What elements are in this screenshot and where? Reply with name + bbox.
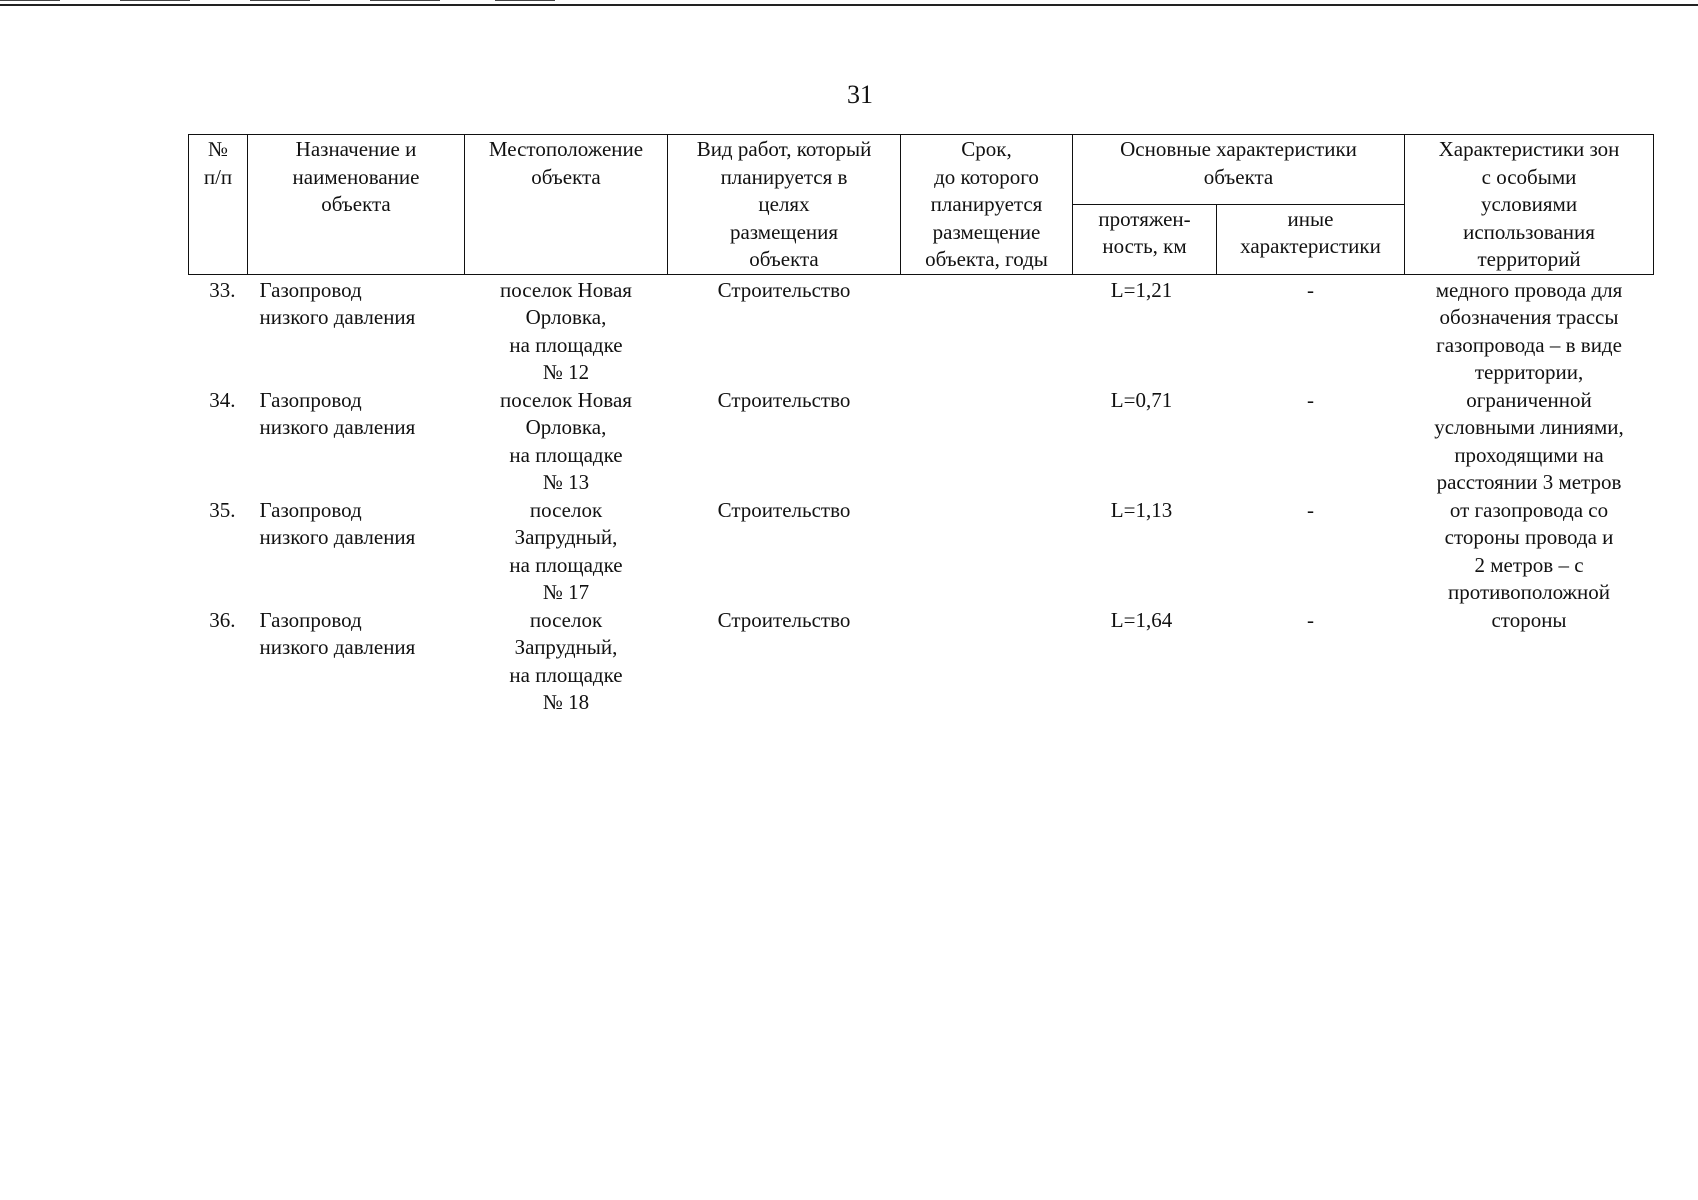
work-type: Строительство — [717, 277, 851, 302]
term — [901, 607, 1073, 717]
objects-table — [188, 134, 1654, 717]
row-number: 34. — [209, 387, 236, 412]
work-type: Строительство — [717, 497, 851, 522]
other-characteristics: - — [1307, 387, 1314, 412]
table-body — [189, 274, 1654, 717]
header-length: протяжен- ность, км — [1073, 204, 1217, 274]
top-border-fragment — [120, 0, 190, 1]
table-row — [189, 274, 1654, 387]
object-location: поселок Запрудный, на площадке № 18 — [509, 607, 623, 714]
page-number: 31 — [847, 80, 873, 109]
length-km: L=0,71 — [1110, 387, 1173, 412]
object-name: Газопровод низкого давления — [259, 387, 416, 439]
work-type: Строительство — [717, 607, 851, 632]
top-border-fragment — [495, 0, 555, 1]
header-location: Местоположение объекта — [465, 135, 668, 275]
other-characteristics: - — [1307, 607, 1314, 632]
top-border-fragment — [250, 0, 310, 1]
header-name: Назначение и наименование объекта — [248, 135, 465, 275]
object-location: поселок Новая Орловка, на площадке № 12 — [500, 277, 632, 384]
object-name: Газопровод низкого давления — [259, 277, 416, 329]
header-num: № п/п — [189, 135, 248, 275]
term — [901, 497, 1073, 607]
row-number: 36. — [209, 607, 236, 632]
header-work-type: Вид работ, который планируется в целях размещения объекта — [668, 135, 901, 275]
object-location: поселок Новая Орловка, на площадке № 13 — [500, 387, 632, 494]
top-border-fragment — [0, 0, 60, 1]
work-type: Строительство — [717, 387, 851, 412]
length-km: L=1,21 — [1110, 277, 1173, 302]
top-border-fragment — [370, 0, 440, 1]
zone-characteristics: медного провода для обозначения трассы газопровода – в виде территории, ограниченной условными линиями, проходящими на расстоянии 3 метров от газопровода со стороны провода и 2 метров – с противоположной стороны — [1434, 277, 1624, 632]
top-border-line — [0, 4, 1698, 6]
table-header — [189, 135, 1654, 275]
header-zones: Характеристики зон с особыми условиями использования территорий — [1405, 135, 1654, 275]
term — [901, 387, 1073, 497]
length-km: L=1,64 — [1110, 607, 1173, 632]
object-location: поселок Запрудный, на площадке № 17 — [509, 497, 623, 604]
header-term: Срок, до которого планируется размещение объекта, годы — [901, 135, 1073, 275]
length-km: L=1,13 — [1110, 497, 1173, 522]
other-characteristics: - — [1307, 277, 1314, 302]
object-name: Газопровод низкого давления — [259, 607, 416, 659]
term — [901, 274, 1073, 387]
other-characteristics: - — [1307, 497, 1314, 522]
row-number: 33. — [209, 277, 236, 302]
header-characteristics-group: Основные характеристики объекта — [1073, 135, 1405, 205]
row-number: 35. — [209, 497, 236, 522]
header-other: иные характеристики — [1217, 204, 1405, 274]
object-name: Газопровод низкого давления — [259, 497, 416, 549]
